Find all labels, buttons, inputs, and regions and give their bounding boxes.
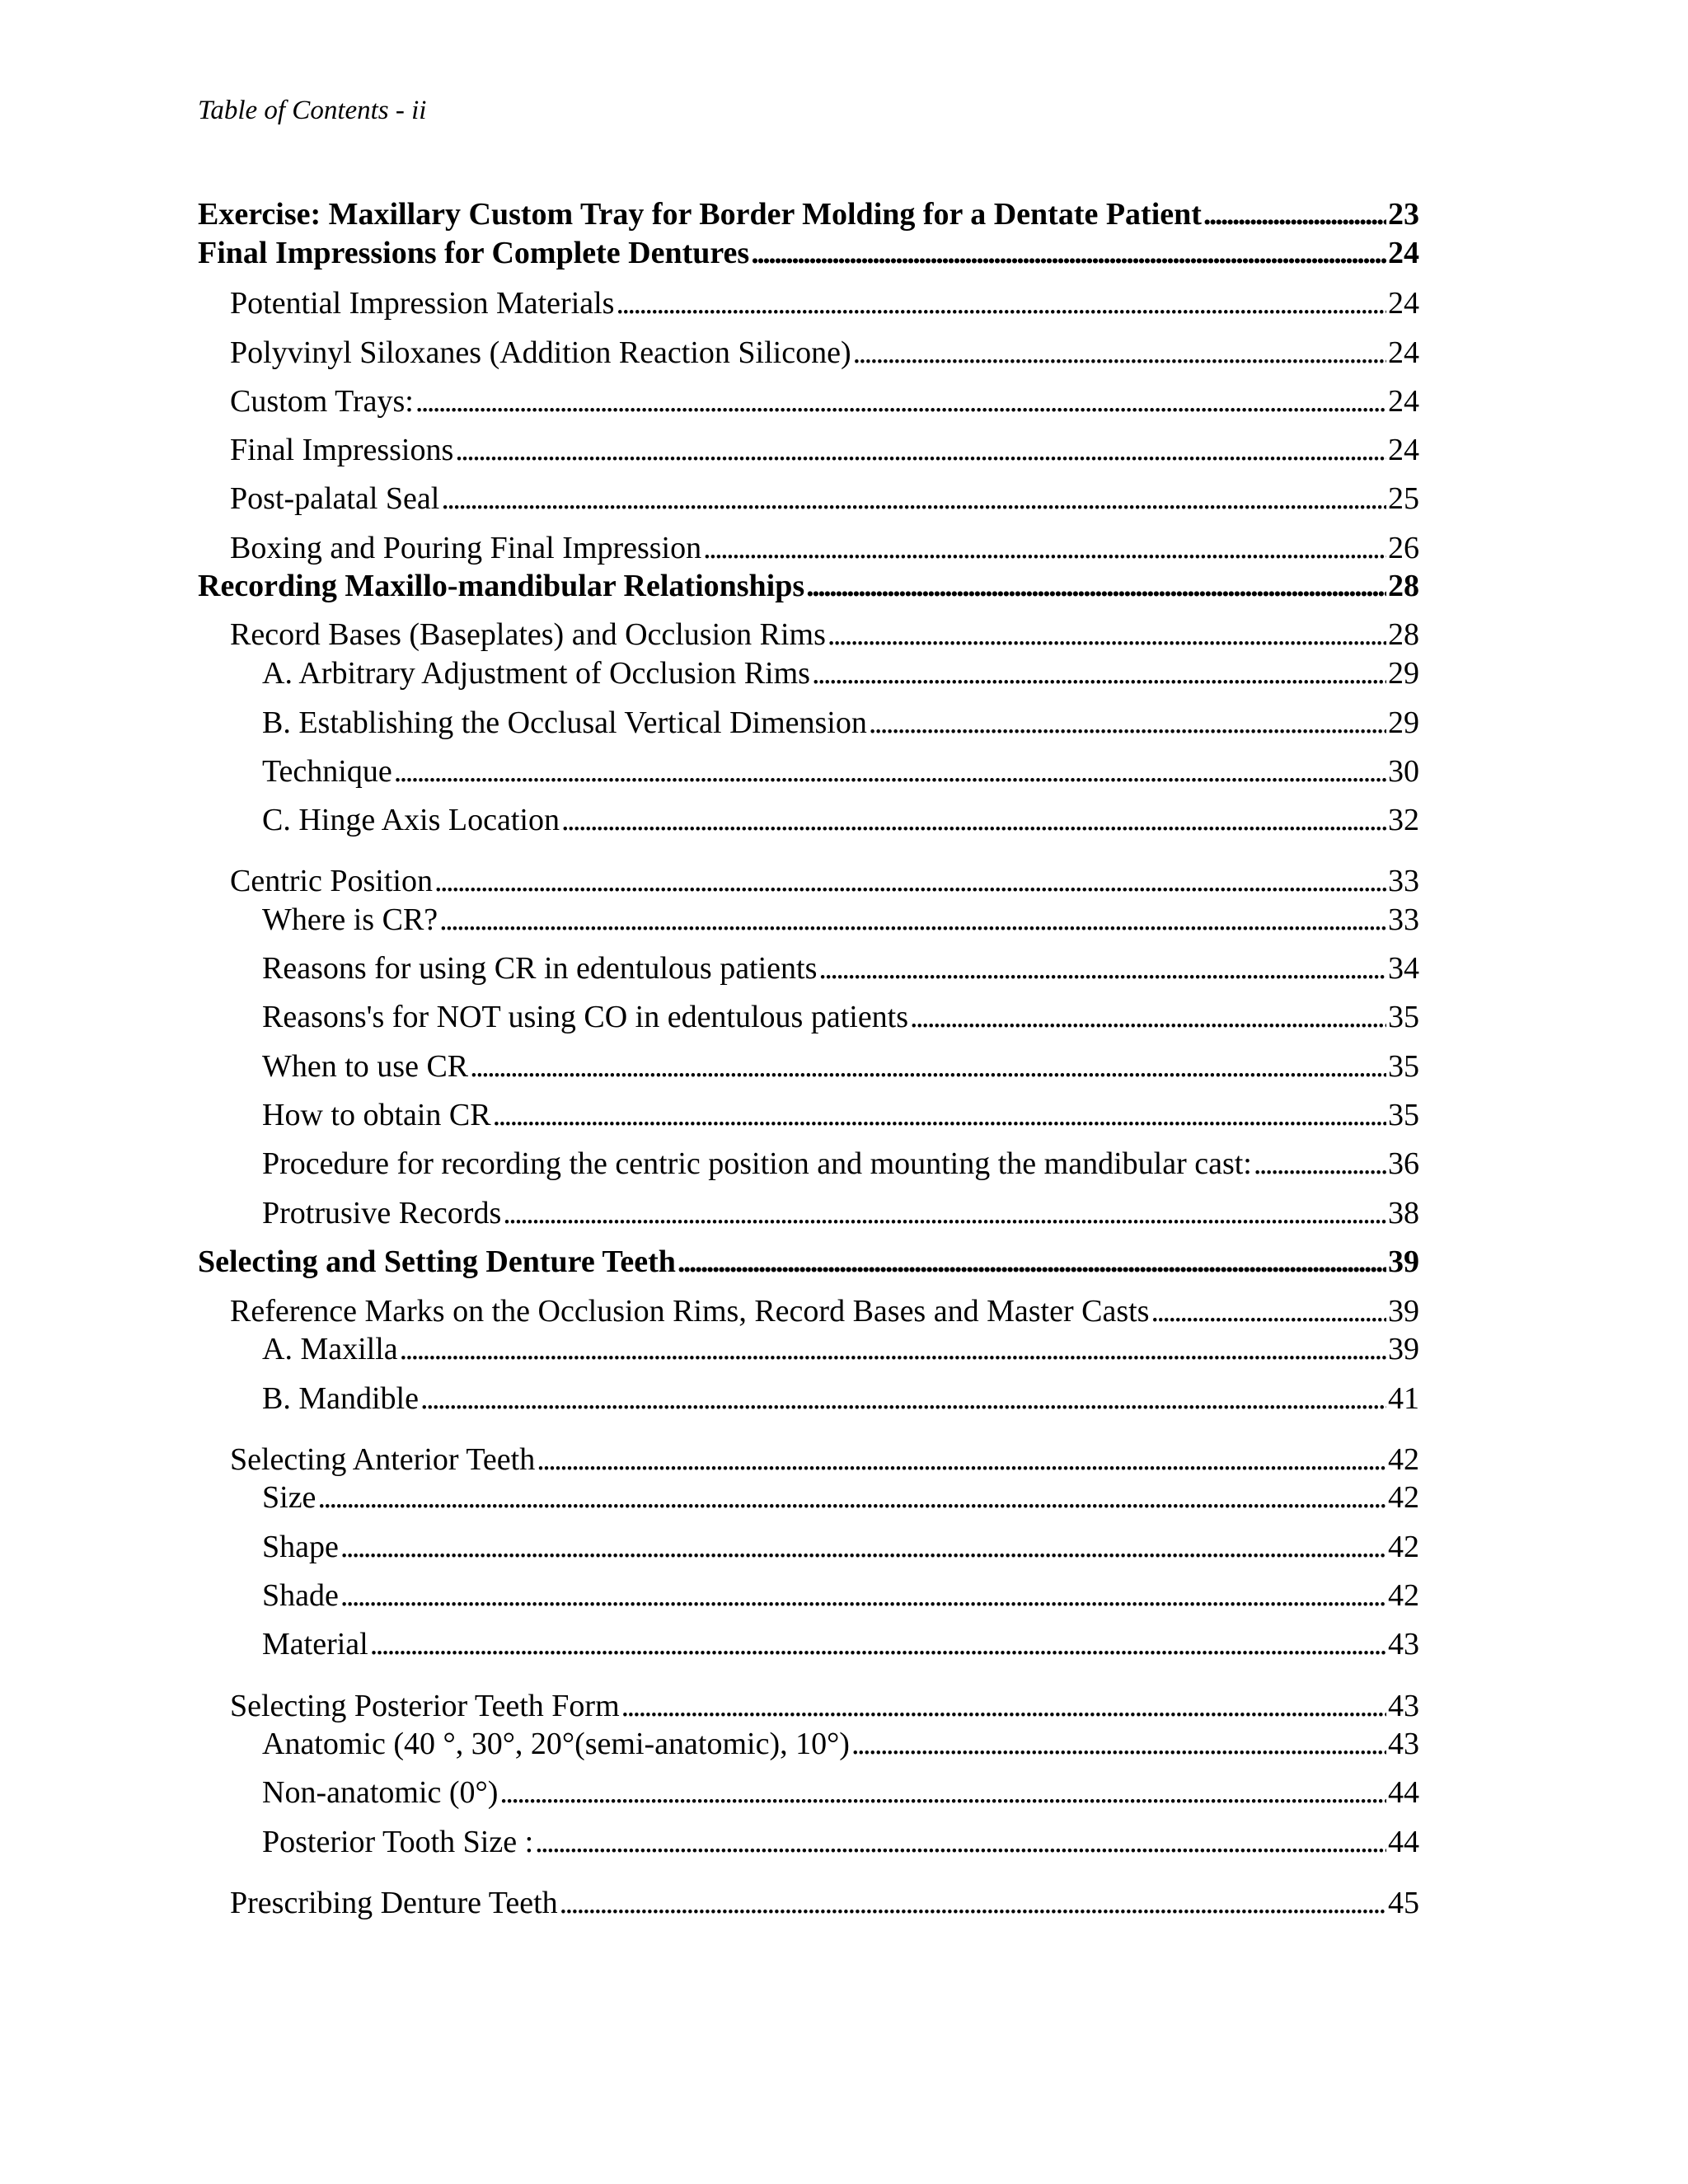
toc-dot-leader bbox=[678, 1243, 1386, 1281]
toc-entry-title: Custom Trays: bbox=[230, 384, 414, 419]
toc-entry-title: Selecting Anterior Teeth bbox=[230, 1442, 536, 1477]
running-header: Table of Contents - ii bbox=[198, 96, 427, 125]
toc-entry[interactable] bbox=[230, 1292, 1419, 1330]
toc-entry-page-number: 29 bbox=[1388, 705, 1419, 740]
toc-dot-leader bbox=[851, 1725, 1386, 1763]
toc-dot-leader bbox=[370, 1625, 1386, 1663]
toc-dot-leader bbox=[1203, 195, 1386, 233]
toc-entry-title: Posterior Tooth Size : bbox=[262, 1825, 534, 1859]
toc-dot-leader bbox=[493, 1096, 1386, 1134]
toc-entry[interactable] bbox=[262, 704, 1419, 742]
toc-entry-title: Where is CR? bbox=[262, 902, 438, 937]
toc-entry-page-number: 44 bbox=[1388, 1775, 1419, 1810]
toc-dot-leader bbox=[703, 529, 1386, 567]
toc-entry[interactable] bbox=[262, 1145, 1419, 1183]
toc-entry[interactable] bbox=[262, 1047, 1419, 1085]
toc-dot-leader bbox=[400, 1330, 1386, 1368]
toc-entry[interactable] bbox=[262, 801, 1419, 839]
toc-entry[interactable] bbox=[262, 1625, 1419, 1663]
toc-entry[interactable] bbox=[230, 382, 1419, 420]
toc-entry-title: Final Impressions for Complete Dentures bbox=[198, 236, 750, 270]
toc-entry-page-number: 39 bbox=[1388, 1332, 1419, 1366]
toc-entry-page-number: 35 bbox=[1388, 1049, 1419, 1084]
toc-entry-page-number: 35 bbox=[1388, 1098, 1419, 1132]
toc-entry[interactable] bbox=[262, 998, 1419, 1036]
toc-entry-page-number: 42 bbox=[1388, 1480, 1419, 1515]
toc-entry-title: Selecting and Setting Denture Teeth bbox=[198, 1244, 676, 1279]
toc-entry-page-number: 23 bbox=[1388, 197, 1419, 232]
toc-dot-leader bbox=[818, 949, 1386, 987]
toc-entry-title: Boxing and Pouring Final Impression bbox=[230, 531, 702, 565]
toc-entry-page-number: 24 bbox=[1388, 236, 1419, 270]
toc-entry-page-number: 39 bbox=[1388, 1294, 1419, 1329]
toc-dot-leader bbox=[910, 998, 1386, 1036]
toc-entry-page-number: 32 bbox=[1388, 803, 1419, 837]
toc-dot-leader bbox=[535, 1823, 1386, 1861]
toc-entry[interactable] bbox=[262, 1330, 1419, 1368]
toc-entry-page-number: 43 bbox=[1388, 1627, 1419, 1661]
toc-dot-leader bbox=[415, 382, 1386, 420]
toc-entry-page-number: 38 bbox=[1388, 1196, 1419, 1230]
toc-entry[interactable] bbox=[262, 901, 1419, 939]
toc-entry-title: Centric Position bbox=[230, 864, 433, 898]
toc-entry-page-number: 24 bbox=[1388, 286, 1419, 321]
toc-section-entry[interactable] bbox=[198, 567, 1419, 605]
toc-entry-title: Record Bases (Baseplates) and Occlusion Rims bbox=[230, 617, 826, 652]
toc-entry-title: Protrusive Records bbox=[262, 1196, 502, 1230]
toc-dot-leader bbox=[616, 284, 1386, 322]
toc-entry-page-number: 33 bbox=[1388, 864, 1419, 898]
toc-entry-page-number: 42 bbox=[1388, 1442, 1419, 1477]
toc-entry-page-number: 43 bbox=[1388, 1689, 1419, 1723]
toc-entry-title: Recording Maxillo-mandibular Relationships bbox=[198, 569, 805, 603]
toc-section-entry[interactable] bbox=[198, 1243, 1419, 1281]
toc-entry-page-number: 41 bbox=[1388, 1381, 1419, 1416]
toc-dot-leader bbox=[340, 1528, 1386, 1566]
toc-entry-page-number: 42 bbox=[1388, 1578, 1419, 1613]
toc-dot-leader bbox=[869, 704, 1386, 742]
toc-entry-title: A. Arbitrary Adjustment of Occlusion Rims bbox=[262, 656, 810, 691]
toc-entry-page-number: 24 bbox=[1388, 335, 1419, 370]
toc-entry[interactable] bbox=[230, 616, 1419, 654]
toc-entry-title: B. Mandible bbox=[262, 1381, 419, 1416]
toc-dot-leader bbox=[1254, 1145, 1386, 1183]
toc-dot-leader bbox=[1151, 1292, 1386, 1330]
toc-dot-leader bbox=[470, 1047, 1386, 1085]
toc-dot-leader bbox=[503, 1194, 1386, 1232]
toc-entry-page-number: 36 bbox=[1388, 1146, 1419, 1181]
toc-entry-title: Reasons's for NOT using CO in edentulous patients bbox=[262, 1000, 909, 1034]
toc-dot-leader bbox=[812, 654, 1386, 692]
toc-entry[interactable] bbox=[262, 1774, 1419, 1811]
toc-entry-title: Reference Marks on the Occlusion Rims, Record Bases and Master Casts bbox=[230, 1294, 1150, 1329]
toc-entry-title: Polyvinyl Siloxanes (Addition Reaction Silicone) bbox=[230, 335, 851, 370]
toc-entry-title: Post-palatal Seal bbox=[230, 481, 440, 516]
toc-entry-page-number: 30 bbox=[1388, 754, 1419, 789]
toc-dot-leader bbox=[560, 1884, 1386, 1922]
toc-entry[interactable] bbox=[262, 654, 1419, 692]
toc-entry-title: Selecting Posterior Teeth Form bbox=[230, 1689, 620, 1723]
toc-entry-title: Non-anatomic (0°) bbox=[262, 1775, 499, 1810]
toc-entry-title: Material bbox=[262, 1627, 368, 1661]
toc-dot-leader bbox=[441, 480, 1386, 518]
toc-entry[interactable] bbox=[262, 949, 1419, 987]
toc-entry-title: B. Establishing the Occlusal Vertical Dimension bbox=[262, 705, 867, 740]
toc-entry[interactable] bbox=[230, 529, 1419, 567]
toc-dot-leader bbox=[499, 1774, 1386, 1811]
toc-dot-leader bbox=[434, 862, 1386, 900]
toc-dot-leader bbox=[455, 431, 1386, 469]
toc-entry-title: Reasons for using CR in edentulous patients bbox=[262, 951, 818, 986]
toc-entry-page-number: 28 bbox=[1388, 569, 1419, 603]
toc-dot-leader bbox=[806, 567, 1386, 605]
toc-entry-title: Prescribing Denture Teeth bbox=[230, 1886, 558, 1920]
toc-section-entry[interactable] bbox=[198, 195, 1419, 233]
toc-entry-title: How to obtain CR bbox=[262, 1098, 491, 1132]
toc-entry[interactable] bbox=[230, 431, 1419, 469]
toc-entry-page-number: 28 bbox=[1388, 617, 1419, 652]
toc-entry[interactable] bbox=[230, 284, 1419, 322]
toc-dot-leader bbox=[751, 234, 1386, 272]
toc-entry-page-number: 45 bbox=[1388, 1886, 1419, 1920]
toc-entry-page-number: 29 bbox=[1388, 656, 1419, 691]
toc-entry-title: Final Impressions bbox=[230, 433, 454, 467]
toc-entry-page-number: 24 bbox=[1388, 433, 1419, 467]
toc-dot-leader bbox=[394, 752, 1386, 790]
toc-dot-leader bbox=[561, 801, 1386, 839]
toc-entry[interactable] bbox=[262, 1194, 1419, 1232]
toc-entry-page-number: 35 bbox=[1388, 1000, 1419, 1034]
toc-entry-page-number: 44 bbox=[1388, 1825, 1419, 1859]
toc-entry-title: C. Hinge Axis Location bbox=[262, 803, 560, 837]
toc-entry-title: Exercise: Maxillary Custom Tray for Border Molding for a Dentate Patient bbox=[198, 197, 1202, 232]
toc-entry-page-number: 43 bbox=[1388, 1727, 1419, 1761]
toc-entry-title: Potential Impression Materials bbox=[230, 286, 615, 321]
toc-entry[interactable] bbox=[262, 1528, 1419, 1566]
toc-entry-page-number: 24 bbox=[1388, 384, 1419, 419]
toc-entry[interactable] bbox=[262, 1823, 1419, 1861]
toc-entry-page-number: 39 bbox=[1388, 1244, 1419, 1279]
toc-dot-leader bbox=[340, 1577, 1386, 1615]
toc-entry-page-number: 26 bbox=[1388, 531, 1419, 565]
toc-entry[interactable] bbox=[230, 1884, 1419, 1922]
toc-entry-title: When to use CR bbox=[262, 1049, 469, 1084]
toc-entry-title: Shade bbox=[262, 1578, 339, 1613]
toc-entry-title: Shape bbox=[262, 1530, 339, 1564]
toc-dot-leader bbox=[420, 1380, 1386, 1418]
toc-entry-page-number: 33 bbox=[1388, 902, 1419, 937]
toc-entry[interactable] bbox=[262, 1096, 1419, 1134]
toc-entry-page-number: 42 bbox=[1388, 1530, 1419, 1564]
toc-dot-leader bbox=[537, 1441, 1386, 1479]
toc-entry-page-number: 25 bbox=[1388, 481, 1419, 516]
toc-dot-leader bbox=[439, 901, 1386, 939]
toc-entry-page-number: 34 bbox=[1388, 951, 1419, 986]
toc-dot-leader bbox=[317, 1479, 1386, 1516]
toc-entry-title: Size bbox=[262, 1480, 316, 1515]
toc-entry[interactable] bbox=[262, 1479, 1419, 1516]
toc-entry[interactable] bbox=[230, 480, 1419, 518]
toc-entry[interactable] bbox=[230, 1687, 1419, 1725]
toc-entry[interactable] bbox=[262, 1725, 1419, 1763]
toc-entry[interactable] bbox=[262, 1577, 1419, 1615]
toc-entry[interactable] bbox=[230, 1441, 1419, 1479]
toc-entry-title: A. Maxilla bbox=[262, 1332, 398, 1366]
toc-entry-title: Technique bbox=[262, 754, 392, 789]
toc-entry[interactable] bbox=[262, 752, 1419, 790]
toc-entry-title: Anatomic (40 °, 30°, 20°(semi-anatomic), 10°) bbox=[262, 1727, 850, 1761]
toc-entry-title: Procedure for recording the centric position and mounting the mandibular cast: bbox=[262, 1146, 1252, 1181]
toc-entry[interactable] bbox=[230, 334, 1419, 372]
toc-dot-leader bbox=[621, 1687, 1386, 1725]
toc-entry[interactable] bbox=[262, 1380, 1419, 1418]
toc-section-entry[interactable] bbox=[198, 234, 1419, 272]
toc-entry[interactable] bbox=[230, 862, 1419, 900]
toc-dot-leader bbox=[853, 334, 1386, 372]
toc-dot-leader bbox=[828, 616, 1386, 654]
